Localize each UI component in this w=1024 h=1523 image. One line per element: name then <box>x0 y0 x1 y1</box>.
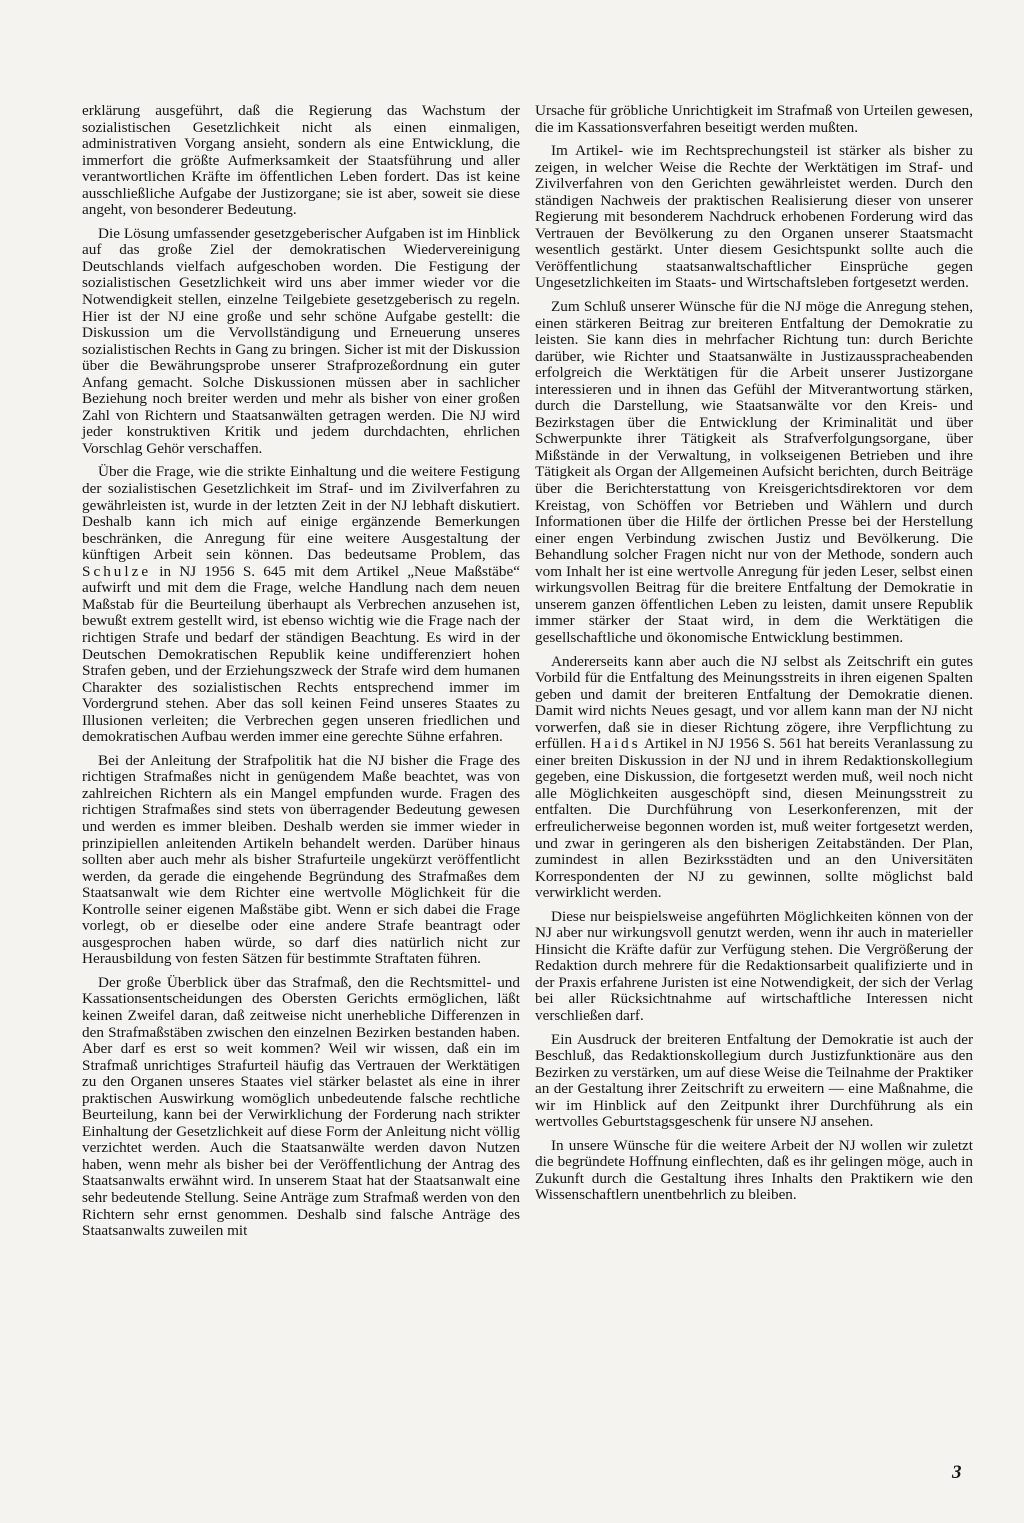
paragraph-3 <box>82 464 520 745</box>
paragraph-9-end: Artikel in NJ 1956 S. 561 hat bereits Veranlassung zu einer breiten Diskussion in der NJ und in ihrem Redaktionskollegium gegeben, eine Diskussion, die fortgesetzt werden muß, weil noch nicht alle Möglichkeiten ausgeschöpft sind, diesen Meinungsstreit zu entfalten. Die Durchführung von Leserkonferenzen, mit der erfreulicherweise begonnen worden ist, muß weiter fortgesetzt werden, und zwar in geringeren als den bisherigen Zeitabständen. Der Plan, zumindest in allen Bezirksstädten und an den Universitäten Korrespondenten der NJ zu gewinnen, sollte möglichst bald verwirklicht werden. <box>535 735 973 902</box>
author-name-haid: Haids <box>590 735 641 753</box>
paragraph-4: Bei der Anleitung der Strafpolitik hat die NJ bisher die Frage des richtigen Strafmaßes nicht in genügendem Maße beachtet, was von zahlreichen Richtern als ein Mangel empfunden wurde. Fragen des richtigen Strafmaßes sind stets von überragender Bedeutung gewesen und werden es immer bleiben. Deshalb werden sie immer wieder in prinzipiellen anleitenden Artikeln behandelt werden. Darüber hinaus sollten aber auch mehr als bisher Strafurteile ungekürzt veröffentlicht werden, da gerade die eingehende Begründung des Strafmaßes dem Staatsanwalt wie dem Richter eine wertvolle Möglichkeit für die Kontrolle seiner eigenen Maßstäbe gibt. Wenn er sich dabei die Frage vorlegt, ob er dieselbe oder eine andere Strafe beantragt oder ausgesprochen haben würde, so darf dies natürlich nicht zur Herausbildung von festen Sätzen für bestimmte Straftaten führen. <box>82 751 520 968</box>
paragraph-11: Ein Ausdruck der breiteren Entfaltung der Demokratie ist auch der Beschluß, das Redaktionskollegium durch Justizfunktionäre aus den Bezirken zu verstärken, um auf diese Weise die Teilnahme der Praktiker an der Gestaltung ihrer Zeitschrift zu erweitern — eine Maßnahme, die wir im Hinblick auf den Zeitpunkt ihrer Durchführung als ein wertvolles Geburtstagsgeschenk für unsere NJ ansehen. <box>535 1030 973 1131</box>
paragraph-5: Der große Überblick über das Strafmaß, den die Rechtsmittel- und Kassationsentscheidungen des Obersten Gerichts ermöglichen, läßt keinen Zweifel daran, daß zeitweise nicht unerhebliche Differenzen in den Strafmaßstäben zwischen den einzelnen Bezirken bestanden haben. Aber darf es erst so weit kommen? Weil wir wissen, daß ein im Strafmaß unrichtiges Strafurteil häufig das Vertrauen der Werktätigen zu den Organen unseres Staates viel stärker belastet als eine in ihrer praktischen Auswirkung womöglich unbedeutende falsche rechtliche Beurteilung, kann bei der Verwirklichung der Forderung nach strikter Einhaltung der Gesetzlichkeit auf diese Form der Anleitung nicht völlig verzichtet werden. Auch die Staatsanwälte werden davon Nutzen haben, wenn mehr als bisher bei der Veröffentlichung der Antrag des Staatsanwalts erwähnt wird. In unserem Staat hat der Staatsanwalt eine sehr bedeutende Stellung. Seine Anträge zum Strafmaß werden von den Richtern sehr ernst genommen. Deshalb sind falsche Anträge des Staatsanwalts zuweilen mit <box>82 973 520 1240</box>
paragraph-6: Ursache für gröbliche Unrichtigkeit im Strafmaß von Urteilen gewesen, die im Kassationsverfahren beseitigt werden mußten. <box>535 102 973 136</box>
paragraph-10: Diese nur beispielsweise angeführten Möglichkeiten können von der NJ aber nur wirkungsvoll genutzt werden, wenn ihr auch in materieller Hinsicht die Kräfte dafür zur Verfügung stehen. Die Vergrößerung der Redaktion durch mehrere für die Redaktionsarbeit qualifizierte und in der Praxis erfahrene Juristen ist eine Notwendigkeit, der sich der Verlag bei aller Rücksichtnahme auf wirtschaftliche Interessen nicht verschließen darf. <box>535 907 973 1024</box>
paragraph-12: In unsere Wünsche für die weitere Arbeit der NJ wollen wir zuletzt die begründete Hoffnung einflechten, daß es ihr gelingen möge, auch in Zukunft durch die Gestaltung ihres Inhalts den Praktikern wie den Wissenschaftlern unentbehrlich zu bleiben. <box>535 1136 973 1204</box>
paragraph-3-start: Über die Frage, wie die strikte Einhaltung und die weitere Festigung der sozialistischen Gesetzlichkeit im Straf- und im Zivilverfahren zu gewährleisten ist, wurde in der letzten Zeit in der NJ lebhaft diskutiert. Deshalb kann ich mich auf einige ergänzende Bemerkungen beschränken, die Anregung für eine weitere Ausgestaltung der künftigen Arbeit sein können. Das bedeutsame Problem, das <box>82 463 520 564</box>
right-column <box>535 103 973 1211</box>
paragraph-8: Zum Schluß unserer Wünsche für die NJ möge die Anregung stehen, einen stärkeren Beitrag zur breiteren Entfaltung der Demokratie zu leisten. Sie kann dies in mehrfacher Richtung tun: durch Berichte darüber, wie Richter und Staatsanwälte in Justizausspracheabenden erfolgreich die Werktätigen für die Arbeit unserer Justizorgane interessieren und in ihnen das Gefühl der Mitverantwortung stärken, durch die Darstellung, wie Staatsanwälte vor den Kreis- und Bezirkstagen über die Entwicklung der Kriminalität und über Schwerpunkte ihrer Tätigkeit als Strafverfolgungsorgane, über Mißstände in der Verwaltung, in volkseigenen Betrieben und ihre Tätigkeit als Organ der Allgemeinen Aufsicht berichten, durch Beiträge über die Berichterstattung von Kreisgerichtsdirektoren vor dem Kreistag, von Schöffen vor Betrieben und Wählern und durch Informationen über die Hilfe der örtlichen Presse bei der Herstellung einer engen Verbindung zwischen Justiz und Bevölkerung. Die Behandlung solcher Fragen nicht nur von der Methode, sondern auch vom Inhalt her ist eine wertvolle Anregung für jeden Leser, selbst einen wirkungsvollen Beitrag für die breitere Entfaltung der Demokratie in unserem ganzen öffentlichen Leben zu leisten, damit unsere Republik immer stärker der Staat wird, in dem die Werktätigen die gesellschaftliche und ökonomische Entwicklung bestimmen. <box>535 298 973 646</box>
paragraph-1: erklärung ausgeführt, daß die Regierung das Wachstum der sozialistischen Gesetzlichkeit nicht als einen einmaligen, administrativen Vorgang ansieht, sondern als eine Entwicklung, die immerfort die größte Aufmerksamkeit der Staatsführung und aller verantwortlichen Kräfte im öffentlichen Leben fordert. Das ist keine ausschließliche Aufgabe der Justizorgane; sie ist aber, soweit sie diese angeht, von besonderer Bedeutung. <box>82 102 520 219</box>
paragraph-7: Im Artikel- wie im Rechtsprechungsteil ist stärker als bisher zu zeigen, in welcher Weise die Rechte der Werktätigen im Straf- und Zivilverfahren von den Gerichten gewährleistet werden. Durch den ständigen Nachweis der praktischen Realisierung dieser von unserer Regierung mit besonderem Nachdruck erhobenen Forderung wird das Vertrauen der Bevölkerung zu den Organen unserer Staatsmacht wesentlich gestärkt. Unter diesem Gesichtspunkt sollte auch die Veröffentlichung staatsanwaltschaftlicher Einsprüche gegen Ungesetzlichkeiten im Staats- und Wirtschaftsleben fortgesetzt werden. <box>535 142 973 292</box>
left-column <box>82 103 520 1247</box>
author-name-schulze: Schulze <box>82 562 152 580</box>
paragraph-9-start: Andererseits kann aber auch die NJ selbst als Zeitschrift ein gutes Vorbild für die Entfaltung des Meinungsstreits in ihren eigenen Spalten geben und damit der breiteren Entfaltung der Demokratie dienen. Damit wird nichts Neues gesagt, und vor allem kann man der NJ nicht vorwerfen, daß sie in dieser Richtung zögere, ihre Verpflichtung zu erfüllen. <box>535 652 973 753</box>
paragraph-2: Die Lösung umfassender gesetzgeberischer Aufgaben ist im Hinblick auf das große Ziel der demokratischen Wiedervereinigung Deutschlands vielfach aufgeschoben worden. Die Festigung der sozialistischen Gesetzlichkeit wird uns aber immer wieder vor die Notwendigkeit stellen, einzelne Teilgebiete gesetzgeberisch zu regeln. Hier ist der NJ eine große und sehr schöne Aufgabe gestellt: die Diskussion um die Vervollständigung und Erneuerung unseres sozialistischen Rechts in Gang zu bringen. Sicher ist mit der Diskussion über die Bewährungsprobe unserer Strafprozeßordnung ein guter Anfang gemacht. Solche Diskussionen müssen aber in sachlicher Beziehung noch breiter werden und mehr als bisher von einer großen Zahl von Richtern und Staatsanwälten getragen werden. Die NJ wird jeder konstruktiven Kritik und jedem durchdachten, ehrlichen Vorschlag Gehör verschaffen. <box>82 224 520 457</box>
page-number: 3 <box>952 1462 962 1483</box>
paragraph-3-end: in NJ 1956 S. 645 mit dem Artikel „Neue Maßstäbe“ aufwirft und mit dem die Frage, welche Handlung nach dem neuen Maßstab für die Beurteilung überhaupt als Verbrechen anzusehen ist, bewußt extrem gestellt wird, ist ebenso wichtig wie die Frage nach der richtigen Strafe und bedarf der ständigen Beachtung. Es wird in der Deutschen Demokratischen Republik keine undifferenziert hohen Strafen geben, und der Erziehungszweck der Strafe wird dem humanen Charakter des sozialistischen Rechts entsprechend immer im Vordergrund stehen. Aber das soll keinen Feind unseres Staates zu Illusionen verleiten; die Verbrechen gegen unseren friedlichen und demokratischen Aufbau werden immer eine gerechte Sühne erfahren. <box>82 562 520 746</box>
paragraph-9 <box>535 654 973 902</box>
